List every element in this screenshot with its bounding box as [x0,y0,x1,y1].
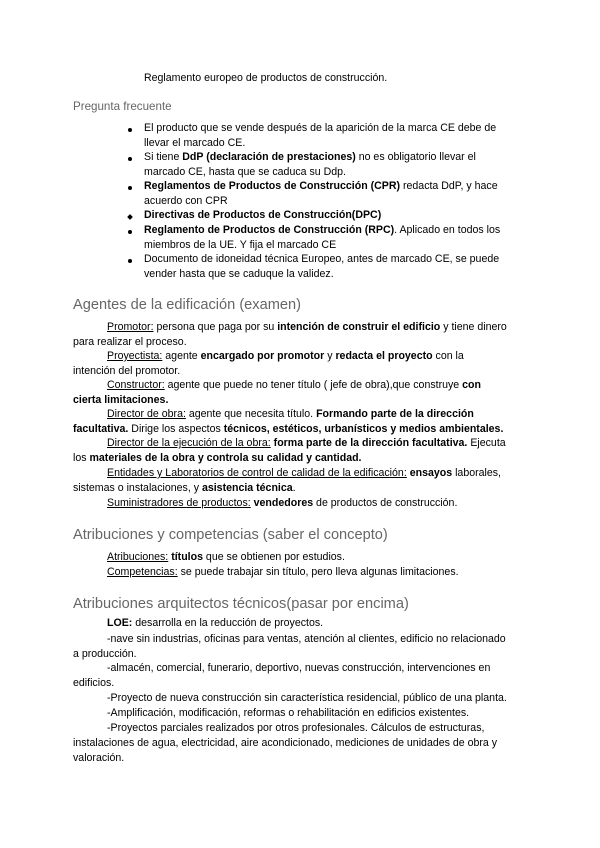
loe-line: LOE: desarrolla en la reducción de proyectos. [107,617,324,629]
promotor-line-1: Promotor: persona que paga por su intención de construir el edificio y tiene dinero [107,321,507,333]
bullet-icon [128,259,132,263]
promotor-line-2: para realizar el proceso. [73,336,187,348]
proyectista-line-1: Proyectista: agente encargado por promotor y redacta el proyecto con la [107,350,464,362]
bullet-icon [128,186,132,190]
faq-item-3-line-1: Reglamentos de Productos de Construcción (CPR) redacta DdP, y hace [144,180,498,192]
constructor-line-1: Constructor: agente que puede no tener título ( jefe de obra),que construye con [107,379,481,391]
entidades-line-1: Entidades y Laboratorios de control de calidad de la edificación: ensayos laborales, [107,467,502,479]
arquitectos-item-1-line-2: a producción. [73,648,137,660]
atribuciones-heading: Atribuciones y competencias (saber el concepto) [73,527,388,543]
faq-item-3-line-2: acuerdo con CPR [144,195,228,207]
arquitectos-item-3: -Proyecto de nueva construcción sin característica residencial, público de una planta. [107,692,507,704]
atribuciones-line: Atribuciones: títulos que se obtienen por estudios. [107,551,345,563]
director-obra-line-1: Director de obra: agente que necesita título. Formando parte de la dirección [107,408,474,420]
arquitectos-item-2-line-2: edificios. [73,677,115,689]
arquitectos-item-5-line-3: valoración. [73,752,125,764]
arquitectos-item-4: -Amplificación, modificación, reformas o rehabilitación en edificios existentes. [107,707,470,719]
bullet-icon [127,214,133,220]
competencias-line: Competencias: se puede trabajar sin título, pero lleva algunas limitaciones. [107,566,459,578]
faq-item-1-line-2: llevar el marcado CE. [144,137,246,149]
director-ejecucion-line-1: Director de la ejecución de la obra: forma parte de la dirección facultativa. Ejecuta [107,437,506,449]
proyectista-line-2: intención del promotor. [73,365,181,377]
faq-item-6-line-2: vender hasta que se caduque la validez. [144,268,334,280]
director-obra-line-2: facultativa. Dirige los aspectos técnicos, estéticos, urbanísticos y medios ambientales. [73,423,504,435]
bullet-icon [128,230,132,234]
faq-item-6-line-1: Documento de idoneidad técnica Europeo, antes de marcado CE, se puede [144,253,500,265]
arquitectos-item-2-line-1: -almacén, comercial, funerario, deportivo, nuevas construcción, intervenciones en [107,662,491,674]
faq-item-5-line-1: Reglamento de Productos de Construcción (RPC). Aplicado en todos los [144,224,501,236]
constructor-line-2: cierta limitaciones. [73,394,169,406]
arquitectos-item-5-line-1: -Proyectos parciales realizados por otros profesionales. Cálculos de estructuras, [107,722,485,734]
entidades-line-2: sistemas o instalaciones, y asistencia técnica. [73,482,296,494]
arquitectos-item-5-line-2: instalaciones de agua, electricidad, aire acondicionado, mediciones de unidades de obra y [73,737,498,749]
bullet-icon [128,157,132,161]
faq-item-2-line-2: marcado CE, hasta que se caduca su Ddp. [144,166,346,178]
suministradores-line: Suministradores de productos: vendedores de productos de construcción. [107,497,458,509]
bullet-icon [128,128,132,132]
arquitectos-heading: Atribuciones arquitectos técnicos(pasar por encima) [73,596,409,612]
director-ejecucion-line-2: los materiales de la obra y controla su calidad y cantidad. [73,452,362,464]
agentes-heading: Agentes de la edificación (examen) [73,297,301,313]
faq-item-5-line-2: miembros de la UE. Y fija el marcado CE [144,239,337,251]
arquitectos-item-1-line-1: -nave sin industrias, oficinas para ventas, atención al clientes, edificio no relacionado [107,633,506,645]
intro-line: Reglamento europeo de productos de construcción. [144,72,388,84]
faq-item-2-line-1: Si tiene DdP (declaración de prestaciones) no es obligatorio llevar el [144,151,476,163]
faq-item-1-line-1: El producto que se vende después de la aparición de la marca CE debe de [144,122,497,134]
faq-heading: Pregunta frecuente [73,100,172,113]
faq-item-4-line-1: Directivas de Productos de Construcción(DPC) [144,209,382,221]
